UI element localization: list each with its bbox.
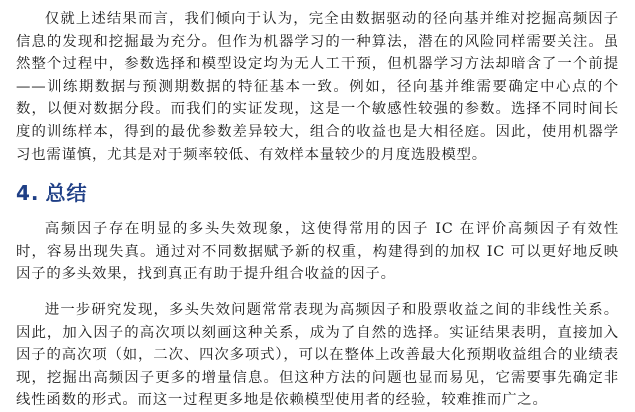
section-number: 4. xyxy=(16,181,40,206)
body-paragraph: 进一步研究发现，多头失效问题常常表现为高频因子和股票收益之间的非线性关系。因此，加入因子的高次项以刻画这种关系，成为了自然的选择。实证结果表明，直接加入因子的高次项（如，二次、四次多项式），可以在整体上改善最大化预期收益组合的业绩表现，挖掘出高频因子更多的增量信息。但这种方法的问题也显而易见，它需要事先确定非线性函数的形式。而这一过程更多地是依赖模型使用者的经验，较难推而广之。 xyxy=(16,301,619,409)
body-paragraph: 仅就上述结果而言，我们倾向于认为，完全由数据驱动的径向基并维对挖掘高频因子信息的发现和挖掘最为充分。但作为机器学习的一种算法，潜在的风险同样需要关注。虽然整个过程中，参数选择和模型设定均为无人工干预，但机器学习方法却暗含了一个前提——训练期数据与预测期数据的特征基本一致。例如，径向基并维需要确定中心点的个数，以便对数据分段。而我们的实证发现，这是一个敏感性较强的参数。选择不同时间长度的训练样本，得到的最优参数差异较大，组合的收益也是大相径庭。因此，使用机器学习也需谨慎，尤其是对于频率较低、有效样本量较少的月度选股模型。 xyxy=(16,11,619,163)
document-page xyxy=(16,8,619,412)
section-title: 总结 xyxy=(45,181,88,206)
section-heading xyxy=(16,180,619,206)
body-paragraph: 高频因子存在明显的多头失效现象，这使得常用的因子 IC 在评价高频因子有效性时，容易出现失真。通过对不同数据赋予新的权重，构建得到的加权 IC 可以更好地反映因子的多头效果，找到真正有助于提升组合收益的因子。 xyxy=(16,221,619,283)
